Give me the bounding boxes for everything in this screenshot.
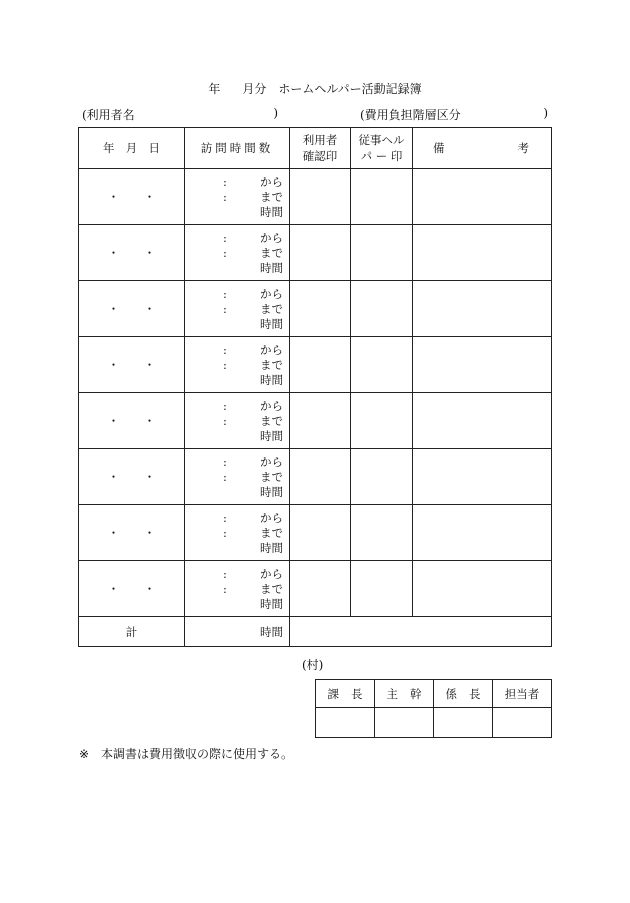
approval-supervisor: 主 幹: [375, 680, 434, 708]
notes-cell[interactable]: [413, 505, 552, 561]
header-notes: 備 考: [413, 128, 552, 169]
approval-person: 担当者: [493, 680, 552, 708]
time-until: まで: [260, 414, 283, 428]
date-dot: ・: [143, 525, 156, 540]
time-colon: :: [223, 414, 227, 428]
date-cell[interactable]: [79, 393, 185, 449]
date-dot: ・: [143, 413, 156, 428]
footnote-text: 本調書は費用徴収の際に使用する。: [101, 747, 294, 761]
date-dot: ・: [107, 413, 120, 428]
visit-time-cell[interactable]: [185, 561, 290, 617]
time-colon: :: [223, 302, 227, 316]
approval-stamp-table: [315, 679, 552, 738]
visit-time-cell[interactable]: [185, 225, 290, 281]
helper-seal-cell[interactable]: [351, 449, 413, 505]
total-row: [79, 617, 552, 647]
date-dot: ・: [143, 581, 156, 596]
helper-seal-cell[interactable]: [351, 281, 413, 337]
user-confirm-seal-cell[interactable]: [290, 561, 351, 617]
time-until: まで: [260, 246, 283, 260]
time-colon: :: [223, 511, 227, 525]
notes-cell[interactable]: [413, 337, 552, 393]
date-dot: ・: [143, 301, 156, 316]
time-until: まで: [260, 302, 283, 316]
notes-cell[interactable]: [413, 561, 552, 617]
footnote-mark: ※: [79, 747, 90, 761]
user-confirm-seal-cell[interactable]: [290, 393, 351, 449]
time-colon: :: [223, 399, 227, 413]
total-hours-unit[interactable]: 時間: [185, 617, 290, 647]
time-from: から: [260, 399, 283, 413]
record-row: [79, 393, 552, 449]
time-from: から: [260, 455, 283, 469]
user-confirm-seal-cell[interactable]: [290, 449, 351, 505]
date-dot: ・: [107, 189, 120, 204]
time-colon: :: [223, 175, 227, 189]
date-cell[interactable]: [79, 561, 185, 617]
document-title: [0, 80, 630, 97]
user-name-label: (利用者名: [82, 108, 135, 122]
header-day: 日: [148, 141, 160, 155]
total-blank: [290, 617, 552, 647]
time-until: まで: [260, 190, 283, 204]
time-colon: :: [223, 470, 227, 484]
record-row: [79, 225, 552, 281]
user-confirm-seal-cell[interactable]: [290, 281, 351, 337]
time-hours: 時間: [260, 485, 283, 499]
footnote: [79, 745, 293, 762]
time-until: まで: [260, 470, 283, 484]
record-row: [79, 169, 552, 225]
date-dot: ・: [143, 357, 156, 372]
time-hours: 時間: [260, 597, 283, 611]
time-colon: :: [223, 567, 227, 581]
time-from: から: [260, 231, 283, 245]
title-month: 月分: [242, 82, 267, 96]
notes-cell[interactable]: [413, 393, 552, 449]
time-colon: :: [223, 190, 227, 204]
date-cell[interactable]: [79, 281, 185, 337]
time-hours: 時間: [260, 429, 283, 443]
burden-class-field: [360, 106, 548, 123]
stamp-box-supervisor[interactable]: [375, 708, 434, 738]
visit-time-cell[interactable]: [185, 449, 290, 505]
village-label: (村): [302, 658, 324, 672]
time-until: まで: [260, 526, 283, 540]
title-name: ホームヘルパー活動記録簿: [278, 82, 422, 96]
visit-time-cell[interactable]: [185, 337, 290, 393]
record-row: [79, 505, 552, 561]
notes-cell[interactable]: [413, 281, 552, 337]
time-colon: :: [223, 287, 227, 301]
activity-record-table: [78, 127, 552, 647]
header-visit-time: 訪問時間数: [185, 128, 290, 169]
record-row: [79, 449, 552, 505]
date-cell[interactable]: [79, 449, 185, 505]
date-dot: ・: [143, 469, 156, 484]
date-dot: ・: [107, 469, 120, 484]
date-cell[interactable]: [79, 225, 185, 281]
helper-seal-cell[interactable]: [351, 561, 413, 617]
user-confirm-seal-cell[interactable]: [290, 169, 351, 225]
title-year: 年: [208, 82, 221, 96]
time-from: から: [260, 511, 283, 525]
record-row: [79, 281, 552, 337]
record-row: [79, 561, 552, 617]
header-year: 年: [103, 141, 115, 155]
date-dot: ・: [143, 189, 156, 204]
date-dot: ・: [107, 581, 120, 596]
burden-class-label: (費用負担階層区分: [360, 108, 461, 122]
date-cell[interactable]: [79, 337, 185, 393]
helper-seal-cell[interactable]: [351, 505, 413, 561]
date-dot: ・: [107, 301, 120, 316]
helper-seal-cell[interactable]: [351, 225, 413, 281]
stamp-box-chief[interactable]: [316, 708, 375, 738]
notes-cell[interactable]: [413, 449, 552, 505]
date-cell[interactable]: [79, 505, 185, 561]
time-from: から: [260, 343, 283, 357]
visit-time-cell[interactable]: [185, 169, 290, 225]
time-colon: :: [223, 343, 227, 357]
user-confirm-seal-cell[interactable]: [290, 337, 351, 393]
total-label: 計: [79, 617, 185, 647]
time-colon: :: [223, 526, 227, 540]
user-confirm-seal-cell[interactable]: [290, 505, 351, 561]
visit-time-cell[interactable]: [185, 281, 290, 337]
time-until: まで: [260, 582, 283, 596]
approval-chief: 課 長: [316, 680, 375, 708]
notes-cell[interactable]: [413, 225, 552, 281]
approval-section-head: 係 長: [434, 680, 493, 708]
visit-time-cell[interactable]: [185, 505, 290, 561]
time-colon: :: [223, 246, 227, 260]
time-colon: :: [223, 231, 227, 245]
time-hours: 時間: [260, 317, 283, 331]
time-from: から: [260, 175, 283, 189]
time-from: から: [260, 567, 283, 581]
time-from: から: [260, 287, 283, 301]
helper-seal-cell[interactable]: [351, 169, 413, 225]
record-row: [79, 337, 552, 393]
header-user-confirm: 利用者 確認印: [290, 128, 351, 169]
header-helper-seal: 従事ヘル パ ー 印: [351, 128, 413, 169]
user-name-close: ): [273, 106, 278, 120]
time-colon: :: [223, 358, 227, 372]
helper-seal-cell[interactable]: [351, 393, 413, 449]
date-cell[interactable]: [79, 169, 185, 225]
helper-seal-cell[interactable]: [351, 337, 413, 393]
date-dot: ・: [107, 357, 120, 372]
date-dot: ・: [107, 245, 120, 260]
notes-cell[interactable]: [413, 169, 552, 225]
visit-time-cell[interactable]: [185, 393, 290, 449]
header-date: [79, 128, 185, 169]
stamp-box-person[interactable]: [493, 708, 552, 738]
time-hours: 時間: [260, 541, 283, 555]
user-confirm-seal-cell[interactable]: [290, 225, 351, 281]
time-until: まで: [260, 358, 283, 372]
burden-class-close: ): [543, 106, 548, 120]
time-colon: :: [223, 582, 227, 596]
date-dot: ・: [143, 245, 156, 260]
user-name-field: [82, 106, 278, 123]
time-hours: 時間: [260, 205, 283, 219]
date-dot: ・: [107, 525, 120, 540]
time-hours: 時間: [260, 373, 283, 387]
time-colon: :: [223, 455, 227, 469]
header-month: 月: [125, 141, 138, 155]
time-hours: 時間: [260, 261, 283, 275]
stamp-box-section-head[interactable]: [434, 708, 493, 738]
